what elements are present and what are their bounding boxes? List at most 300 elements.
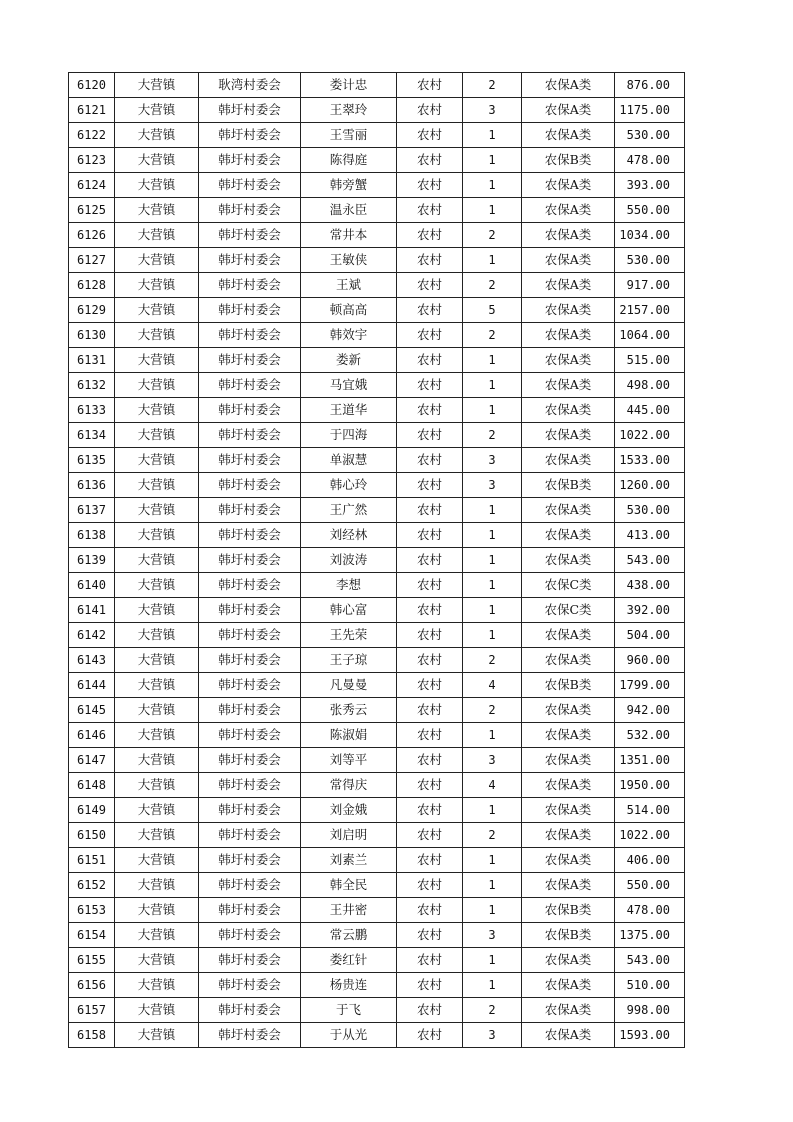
name-cell: 韩旁蟹 xyxy=(301,173,397,198)
table-row xyxy=(69,998,685,1023)
area-type-cell: 农村 xyxy=(397,373,463,398)
household-size-cell: 1 xyxy=(463,573,522,598)
town-cell: 大营镇 xyxy=(115,173,199,198)
town-cell: 大营镇 xyxy=(115,348,199,373)
amount-cell: 515.00 xyxy=(615,348,685,373)
name-cell: 刘素兰 xyxy=(301,848,397,873)
town-cell: 大营镇 xyxy=(115,923,199,948)
name-cell: 刘金娥 xyxy=(301,798,397,823)
insurance-category-cell: 农保A类 xyxy=(522,198,615,223)
amount-cell: 550.00 xyxy=(615,873,685,898)
household-size-cell: 2 xyxy=(463,998,522,1023)
village-committee-cell: 韩圩村委会 xyxy=(199,498,301,523)
serial-number-cell: 6128 xyxy=(69,273,115,298)
insurance-category-cell: 农保A类 xyxy=(522,698,615,723)
area-type-cell: 农村 xyxy=(397,473,463,498)
name-cell: 顿高高 xyxy=(301,298,397,323)
serial-number-cell: 6140 xyxy=(69,573,115,598)
area-type-cell: 农村 xyxy=(397,248,463,273)
name-cell: 王广然 xyxy=(301,498,397,523)
serial-number-cell: 6153 xyxy=(69,898,115,923)
insurance-category-cell: 农保A类 xyxy=(522,798,615,823)
area-type-cell: 农村 xyxy=(397,598,463,623)
household-size-cell: 3 xyxy=(463,473,522,498)
insurance-category-cell: 农保B类 xyxy=(522,148,615,173)
amount-cell: 510.00 xyxy=(615,973,685,998)
amount-cell: 393.00 xyxy=(615,173,685,198)
serial-number-cell: 6151 xyxy=(69,848,115,873)
town-cell: 大营镇 xyxy=(115,123,199,148)
name-cell: 温永臣 xyxy=(301,198,397,223)
household-size-cell: 2 xyxy=(463,223,522,248)
insurance-category-cell: 农保A类 xyxy=(522,773,615,798)
household-size-cell: 2 xyxy=(463,648,522,673)
name-cell: 韩效宇 xyxy=(301,323,397,348)
serial-number-cell: 6132 xyxy=(69,373,115,398)
village-committee-cell: 韩圩村委会 xyxy=(199,648,301,673)
amount-cell: 1022.00 xyxy=(615,823,685,848)
area-type-cell: 农村 xyxy=(397,673,463,698)
town-cell: 大营镇 xyxy=(115,373,199,398)
village-committee-cell: 韩圩村委会 xyxy=(199,698,301,723)
area-type-cell: 农村 xyxy=(397,623,463,648)
village-committee-cell: 韩圩村委会 xyxy=(199,198,301,223)
village-committee-cell: 韩圩村委会 xyxy=(199,348,301,373)
serial-number-cell: 6134 xyxy=(69,423,115,448)
amount-cell: 1034.00 xyxy=(615,223,685,248)
household-size-cell: 1 xyxy=(463,623,522,648)
amount-cell: 413.00 xyxy=(615,523,685,548)
insurance-category-cell: 农保A类 xyxy=(522,723,615,748)
area-type-cell: 农村 xyxy=(397,148,463,173)
amount-cell: 876.00 xyxy=(615,73,685,98)
serial-number-cell: 6120 xyxy=(69,73,115,98)
village-committee-cell: 韩圩村委会 xyxy=(199,873,301,898)
area-type-cell: 农村 xyxy=(397,873,463,898)
serial-number-cell: 6125 xyxy=(69,198,115,223)
household-size-cell: 1 xyxy=(463,848,522,873)
records-table xyxy=(68,72,685,1048)
serial-number-cell: 6133 xyxy=(69,398,115,423)
serial-number-cell: 6121 xyxy=(69,98,115,123)
household-size-cell: 3 xyxy=(463,748,522,773)
insurance-category-cell: 农保A类 xyxy=(522,523,615,548)
amount-cell: 1593.00 xyxy=(615,1023,685,1048)
amount-cell: 498.00 xyxy=(615,373,685,398)
table-row xyxy=(69,973,685,998)
serial-number-cell: 6146 xyxy=(69,723,115,748)
serial-number-cell: 6158 xyxy=(69,1023,115,1048)
table-row xyxy=(69,573,685,598)
name-cell: 于从光 xyxy=(301,1023,397,1048)
town-cell: 大营镇 xyxy=(115,523,199,548)
name-cell: 王道华 xyxy=(301,398,397,423)
area-type-cell: 农村 xyxy=(397,898,463,923)
amount-cell: 998.00 xyxy=(615,998,685,1023)
amount-cell: 1533.00 xyxy=(615,448,685,473)
household-size-cell: 1 xyxy=(463,898,522,923)
area-type-cell: 农村 xyxy=(397,773,463,798)
amount-cell: 438.00 xyxy=(615,573,685,598)
village-committee-cell: 韩圩村委会 xyxy=(199,323,301,348)
town-cell: 大营镇 xyxy=(115,198,199,223)
village-committee-cell: 韩圩村委会 xyxy=(199,823,301,848)
village-committee-cell: 韩圩村委会 xyxy=(199,748,301,773)
insurance-category-cell: 农保A类 xyxy=(522,973,615,998)
town-cell: 大营镇 xyxy=(115,73,199,98)
amount-cell: 960.00 xyxy=(615,648,685,673)
table-row xyxy=(69,598,685,623)
insurance-category-cell: 农保A类 xyxy=(522,73,615,98)
town-cell: 大营镇 xyxy=(115,598,199,623)
serial-number-cell: 6124 xyxy=(69,173,115,198)
area-type-cell: 农村 xyxy=(397,498,463,523)
table-row xyxy=(69,623,685,648)
village-committee-cell: 韩圩村委会 xyxy=(199,448,301,473)
household-size-cell: 4 xyxy=(463,773,522,798)
name-cell: 常云鹏 xyxy=(301,923,397,948)
village-committee-cell: 韩圩村委会 xyxy=(199,123,301,148)
table-row xyxy=(69,198,685,223)
town-cell: 大营镇 xyxy=(115,798,199,823)
table-row xyxy=(69,698,685,723)
table-row xyxy=(69,498,685,523)
household-size-cell: 1 xyxy=(463,548,522,573)
name-cell: 张秀云 xyxy=(301,698,397,723)
table-row xyxy=(69,398,685,423)
area-type-cell: 农村 xyxy=(397,523,463,548)
household-size-cell: 1 xyxy=(463,523,522,548)
name-cell: 王井密 xyxy=(301,898,397,923)
serial-number-cell: 6126 xyxy=(69,223,115,248)
serial-number-cell: 6136 xyxy=(69,473,115,498)
area-type-cell: 农村 xyxy=(397,273,463,298)
insurance-category-cell: 农保B类 xyxy=(522,898,615,923)
table-row xyxy=(69,523,685,548)
village-committee-cell: 韩圩村委会 xyxy=(199,423,301,448)
table-row xyxy=(69,723,685,748)
village-committee-cell: 韩圩村委会 xyxy=(199,948,301,973)
insurance-category-cell: 农保A类 xyxy=(522,1023,615,1048)
area-type-cell: 农村 xyxy=(397,123,463,148)
insurance-category-cell: 农保A类 xyxy=(522,323,615,348)
amount-cell: 504.00 xyxy=(615,623,685,648)
amount-cell: 942.00 xyxy=(615,698,685,723)
household-size-cell: 1 xyxy=(463,373,522,398)
insurance-category-cell: 农保A类 xyxy=(522,848,615,873)
amount-cell: 1351.00 xyxy=(615,748,685,773)
serial-number-cell: 6154 xyxy=(69,923,115,948)
name-cell: 王先荣 xyxy=(301,623,397,648)
insurance-category-cell: 农保A类 xyxy=(522,248,615,273)
serial-number-cell: 6135 xyxy=(69,448,115,473)
area-type-cell: 农村 xyxy=(397,73,463,98)
household-size-cell: 3 xyxy=(463,1023,522,1048)
household-size-cell: 2 xyxy=(463,423,522,448)
table-row xyxy=(69,223,685,248)
insurance-category-cell: 农保B类 xyxy=(522,923,615,948)
village-committee-cell: 韩圩村委会 xyxy=(199,623,301,648)
area-type-cell: 农村 xyxy=(397,323,463,348)
insurance-category-cell: 农保A类 xyxy=(522,348,615,373)
name-cell: 娄计忠 xyxy=(301,73,397,98)
town-cell: 大营镇 xyxy=(115,398,199,423)
town-cell: 大营镇 xyxy=(115,848,199,873)
village-committee-cell: 韩圩村委会 xyxy=(199,898,301,923)
name-cell: 李想 xyxy=(301,573,397,598)
household-size-cell: 4 xyxy=(463,673,522,698)
village-committee-cell: 韩圩村委会 xyxy=(199,573,301,598)
area-type-cell: 农村 xyxy=(397,923,463,948)
records-table-body xyxy=(69,73,685,1048)
name-cell: 王斌 xyxy=(301,273,397,298)
name-cell: 马宜娥 xyxy=(301,373,397,398)
town-cell: 大营镇 xyxy=(115,248,199,273)
town-cell: 大营镇 xyxy=(115,273,199,298)
village-committee-cell: 韩圩村委会 xyxy=(199,298,301,323)
area-type-cell: 农村 xyxy=(397,948,463,973)
insurance-category-cell: 农保A类 xyxy=(522,948,615,973)
table-row xyxy=(69,248,685,273)
town-cell: 大营镇 xyxy=(115,973,199,998)
area-type-cell: 农村 xyxy=(397,348,463,373)
table-row xyxy=(69,773,685,798)
name-cell: 刘等平 xyxy=(301,748,397,773)
serial-number-cell: 6155 xyxy=(69,948,115,973)
household-size-cell: 2 xyxy=(463,698,522,723)
town-cell: 大营镇 xyxy=(115,148,199,173)
insurance-category-cell: 农保A类 xyxy=(522,223,615,248)
household-size-cell: 1 xyxy=(463,148,522,173)
table-row xyxy=(69,148,685,173)
table-row xyxy=(69,823,685,848)
table-row xyxy=(69,473,685,498)
area-type-cell: 农村 xyxy=(397,173,463,198)
area-type-cell: 农村 xyxy=(397,698,463,723)
serial-number-cell: 6150 xyxy=(69,823,115,848)
serial-number-cell: 6129 xyxy=(69,298,115,323)
town-cell: 大营镇 xyxy=(115,773,199,798)
serial-number-cell: 6141 xyxy=(69,598,115,623)
insurance-category-cell: 农保A类 xyxy=(522,548,615,573)
name-cell: 刘启明 xyxy=(301,823,397,848)
insurance-category-cell: 农保A类 xyxy=(522,998,615,1023)
insurance-category-cell: 农保A类 xyxy=(522,298,615,323)
name-cell: 陈淑娟 xyxy=(301,723,397,748)
amount-cell: 514.00 xyxy=(615,798,685,823)
village-committee-cell: 韩圩村委会 xyxy=(199,848,301,873)
serial-number-cell: 6131 xyxy=(69,348,115,373)
table-row xyxy=(69,548,685,573)
table-row xyxy=(69,1023,685,1048)
amount-cell: 406.00 xyxy=(615,848,685,873)
serial-number-cell: 6127 xyxy=(69,248,115,273)
town-cell: 大营镇 xyxy=(115,573,199,598)
area-type-cell: 农村 xyxy=(397,848,463,873)
name-cell: 娄红针 xyxy=(301,948,397,973)
amount-cell: 543.00 xyxy=(615,948,685,973)
amount-cell: 550.00 xyxy=(615,198,685,223)
serial-number-cell: 6138 xyxy=(69,523,115,548)
area-type-cell: 农村 xyxy=(397,998,463,1023)
serial-number-cell: 6157 xyxy=(69,998,115,1023)
household-size-cell: 1 xyxy=(463,398,522,423)
insurance-category-cell: 农保A类 xyxy=(522,98,615,123)
serial-number-cell: 6144 xyxy=(69,673,115,698)
area-type-cell: 农村 xyxy=(397,398,463,423)
village-committee-cell: 韩圩村委会 xyxy=(199,373,301,398)
village-committee-cell: 韩圩村委会 xyxy=(199,398,301,423)
town-cell: 大营镇 xyxy=(115,673,199,698)
amount-cell: 445.00 xyxy=(615,398,685,423)
serial-number-cell: 6142 xyxy=(69,623,115,648)
serial-number-cell: 6122 xyxy=(69,123,115,148)
household-size-cell: 3 xyxy=(463,448,522,473)
amount-cell: 543.00 xyxy=(615,548,685,573)
area-type-cell: 农村 xyxy=(397,823,463,848)
village-committee-cell: 韩圩村委会 xyxy=(199,598,301,623)
insurance-category-cell: 农保A类 xyxy=(522,648,615,673)
insurance-category-cell: 农保A类 xyxy=(522,748,615,773)
area-type-cell: 农村 xyxy=(397,223,463,248)
table-row xyxy=(69,373,685,398)
village-committee-cell: 韩圩村委会 xyxy=(199,98,301,123)
household-size-cell: 1 xyxy=(463,873,522,898)
table-row xyxy=(69,873,685,898)
area-type-cell: 农村 xyxy=(397,448,463,473)
village-committee-cell: 韩圩村委会 xyxy=(199,148,301,173)
amount-cell: 1375.00 xyxy=(615,923,685,948)
village-committee-cell: 韩圩村委会 xyxy=(199,1023,301,1048)
village-committee-cell: 韩圩村委会 xyxy=(199,973,301,998)
area-type-cell: 农村 xyxy=(397,98,463,123)
name-cell: 王子琼 xyxy=(301,648,397,673)
amount-cell: 532.00 xyxy=(615,723,685,748)
name-cell: 娄新 xyxy=(301,348,397,373)
town-cell: 大营镇 xyxy=(115,998,199,1023)
insurance-category-cell: 农保A类 xyxy=(522,623,615,648)
household-size-cell: 5 xyxy=(463,298,522,323)
insurance-category-cell: 农保A类 xyxy=(522,123,615,148)
village-committee-cell: 韩圩村委会 xyxy=(199,523,301,548)
area-type-cell: 农村 xyxy=(397,423,463,448)
insurance-category-cell: 农保A类 xyxy=(522,398,615,423)
village-committee-cell: 韩圩村委会 xyxy=(199,923,301,948)
table-row xyxy=(69,923,685,948)
insurance-category-cell: 农保A类 xyxy=(522,498,615,523)
area-type-cell: 农村 xyxy=(397,573,463,598)
amount-cell: 530.00 xyxy=(615,498,685,523)
town-cell: 大营镇 xyxy=(115,323,199,348)
household-size-cell: 2 xyxy=(463,323,522,348)
table-row xyxy=(69,648,685,673)
name-cell: 王雪丽 xyxy=(301,123,397,148)
name-cell: 韩全民 xyxy=(301,873,397,898)
table-row xyxy=(69,98,685,123)
table-row xyxy=(69,848,685,873)
insurance-category-cell: 农保A类 xyxy=(522,173,615,198)
amount-cell: 1950.00 xyxy=(615,773,685,798)
table-row xyxy=(69,423,685,448)
household-size-cell: 2 xyxy=(463,273,522,298)
village-committee-cell: 韩圩村委会 xyxy=(199,548,301,573)
town-cell: 大营镇 xyxy=(115,548,199,573)
village-committee-cell: 韩圩村委会 xyxy=(199,798,301,823)
serial-number-cell: 6148 xyxy=(69,773,115,798)
town-cell: 大营镇 xyxy=(115,473,199,498)
table-row xyxy=(69,323,685,348)
insurance-category-cell: 农保C类 xyxy=(522,598,615,623)
amount-cell: 530.00 xyxy=(615,248,685,273)
area-type-cell: 农村 xyxy=(397,548,463,573)
serial-number-cell: 6143 xyxy=(69,648,115,673)
area-type-cell: 农村 xyxy=(397,1023,463,1048)
household-size-cell: 1 xyxy=(463,348,522,373)
area-type-cell: 农村 xyxy=(397,973,463,998)
town-cell: 大营镇 xyxy=(115,298,199,323)
insurance-category-cell: 农保A类 xyxy=(522,423,615,448)
village-committee-cell: 韩圩村委会 xyxy=(199,723,301,748)
village-committee-cell: 耿湾村委会 xyxy=(199,73,301,98)
town-cell: 大营镇 xyxy=(115,898,199,923)
household-size-cell: 1 xyxy=(463,123,522,148)
serial-number-cell: 6156 xyxy=(69,973,115,998)
table-row xyxy=(69,73,685,98)
name-cell: 杨贵连 xyxy=(301,973,397,998)
name-cell: 刘经林 xyxy=(301,523,397,548)
household-size-cell: 1 xyxy=(463,798,522,823)
town-cell: 大营镇 xyxy=(115,1023,199,1048)
town-cell: 大营镇 xyxy=(115,423,199,448)
name-cell: 凡曼曼 xyxy=(301,673,397,698)
household-size-cell: 1 xyxy=(463,173,522,198)
serial-number-cell: 6152 xyxy=(69,873,115,898)
insurance-category-cell: 农保B类 xyxy=(522,473,615,498)
amount-cell: 392.00 xyxy=(615,598,685,623)
area-type-cell: 农村 xyxy=(397,798,463,823)
town-cell: 大营镇 xyxy=(115,823,199,848)
amount-cell: 1022.00 xyxy=(615,423,685,448)
town-cell: 大营镇 xyxy=(115,948,199,973)
insurance-category-cell: 农保A类 xyxy=(522,448,615,473)
table-row xyxy=(69,798,685,823)
table-row xyxy=(69,448,685,473)
amount-cell: 1260.00 xyxy=(615,473,685,498)
table-row xyxy=(69,673,685,698)
village-committee-cell: 韩圩村委会 xyxy=(199,998,301,1023)
household-size-cell: 1 xyxy=(463,248,522,273)
town-cell: 大营镇 xyxy=(115,623,199,648)
area-type-cell: 农村 xyxy=(397,723,463,748)
amount-cell: 2157.00 xyxy=(615,298,685,323)
amount-cell: 1175.00 xyxy=(615,98,685,123)
village-committee-cell: 韩圩村委会 xyxy=(199,773,301,798)
household-size-cell: 1 xyxy=(463,948,522,973)
amount-cell: 478.00 xyxy=(615,148,685,173)
household-size-cell: 1 xyxy=(463,498,522,523)
village-committee-cell: 韩圩村委会 xyxy=(199,473,301,498)
name-cell: 单淑慧 xyxy=(301,448,397,473)
household-size-cell: 3 xyxy=(463,98,522,123)
amount-cell: 1799.00 xyxy=(615,673,685,698)
amount-cell: 478.00 xyxy=(615,898,685,923)
serial-number-cell: 6130 xyxy=(69,323,115,348)
village-committee-cell: 韩圩村委会 xyxy=(199,223,301,248)
insurance-category-cell: 农保B类 xyxy=(522,673,615,698)
town-cell: 大营镇 xyxy=(115,873,199,898)
area-type-cell: 农村 xyxy=(397,198,463,223)
household-size-cell: 2 xyxy=(463,73,522,98)
